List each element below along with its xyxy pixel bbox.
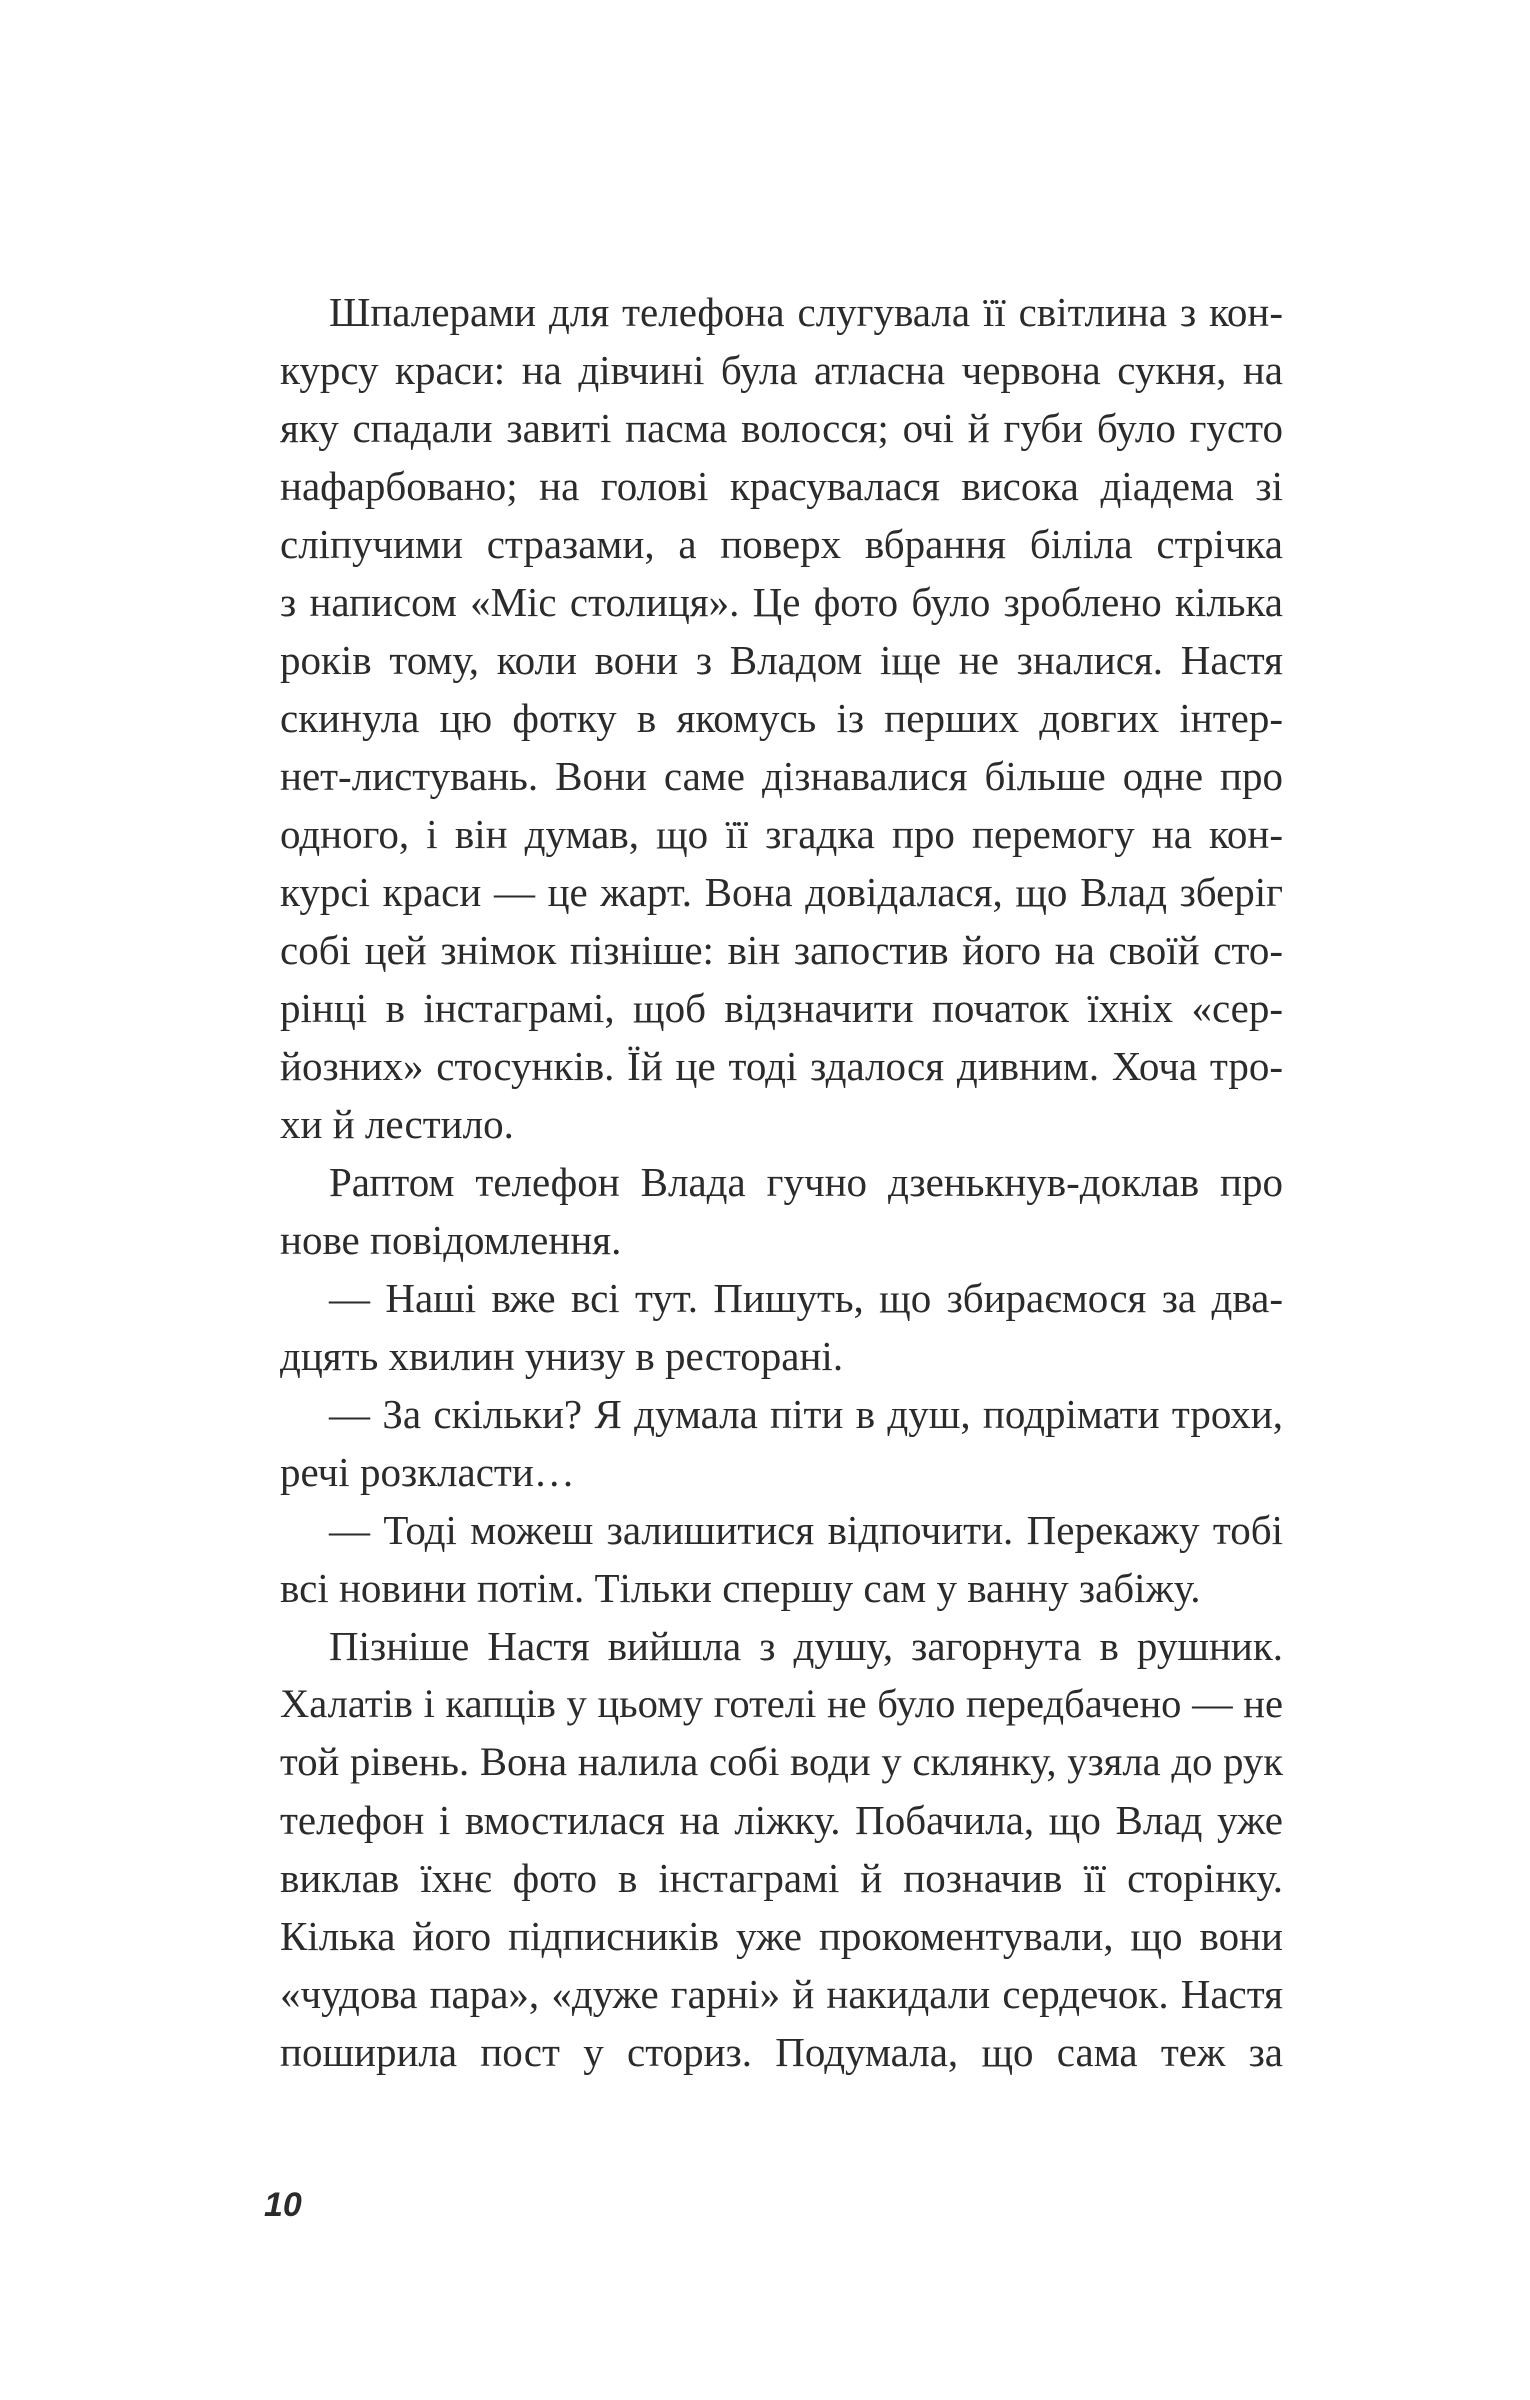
text-line: хи й лестило. [280, 1101, 514, 1147]
text-line: Раптом телефон Влада гучно дзенькнув-доклав про [329, 1159, 1283, 1205]
text-line: нет-листувань. Вони саме дізнавалися більше одне про [280, 753, 1283, 799]
text-line: — За скільки? Я думала піти в душ, подрімати трохи, [329, 1391, 1283, 1437]
text-line: сліпучими стразами, а поверх вбрання біліла стрічка [280, 521, 1283, 567]
text-line: той рівень. Вона налила собі води у склянку, узяла до рук [280, 1739, 1283, 1784]
text-line: скинула цю фотку в якомусь із перших довгих інтер- [280, 695, 1283, 741]
text-line: дцять хвилин унизу в ресторані. [280, 1333, 844, 1379]
text-line: курсу краси: на дівчині була атласна червона сукня, на [280, 347, 1283, 393]
text-line: телефон і вмостилася на ліжку. Побачила, що Влад уже [280, 1797, 1283, 1843]
text-line: нове повідомлення. [280, 1217, 622, 1263]
text-line: Кілька його підписників уже прокоментували, що вони [280, 1913, 1283, 1959]
text-line: виклав їхнє фото в інстаграмі й позначив її сторінку. [280, 1855, 1283, 1901]
text-line: одного, і він думав, що її згадка про перемогу на кон- [280, 811, 1283, 857]
text-line: років тому, коли вони з Владом іще не зналися. Настя [280, 637, 1283, 683]
text-line: Халатів і капців у цьому готелі не було передбачено — не [280, 1681, 1283, 1726]
text-line: з написом «Міс столиця». Це фото було зроблено кілька [280, 579, 1283, 625]
text-line: — Наші вже всі тут. Пишуть, що збираємося за два- [329, 1275, 1283, 1321]
text-line: собі цей знімок пізніше: він запостив його на своїй сто- [280, 927, 1283, 973]
page-number: 10 [264, 2186, 302, 2224]
text-line: нафарбовано; на голові красувалася висока діадема зі [280, 463, 1283, 509]
text-line: — Тоді можеш залишитися відпочити. Перекажу тобі [329, 1507, 1283, 1553]
text-line: йозних» стосунків. Їй це тоді здалося дивним. Хоча тро- [280, 1043, 1283, 1089]
text-line: Шпалерами для телефона слугувала її світлина з кон- [329, 289, 1283, 335]
body-text [280, 283, 1283, 2081]
text-line: Пізніше Настя вийшла з душу, загорнута в рушник. [329, 1623, 1283, 1669]
text-line: курсі краси — це жарт. Вона довідалася, що Влад зберіг [280, 869, 1283, 915]
text-line: «чудова пара», «дуже гарні» й накидали сердечок. Настя [280, 1971, 1283, 2017]
text-line: поширила пост у сториз. Подумала, що сама теж за [280, 2029, 1283, 2075]
text-line: речі розкласти… [280, 1449, 575, 1495]
text-line: яку спадали завиті пасма волосся; очі й губи було густо [280, 405, 1283, 451]
text-line: всі новини потім. Тільки спершу сам у ванну забіжу. [280, 1565, 1201, 1611]
text-line: рінці в інстаграмі, щоб відзначити початок їхніх «сер- [280, 985, 1283, 1031]
